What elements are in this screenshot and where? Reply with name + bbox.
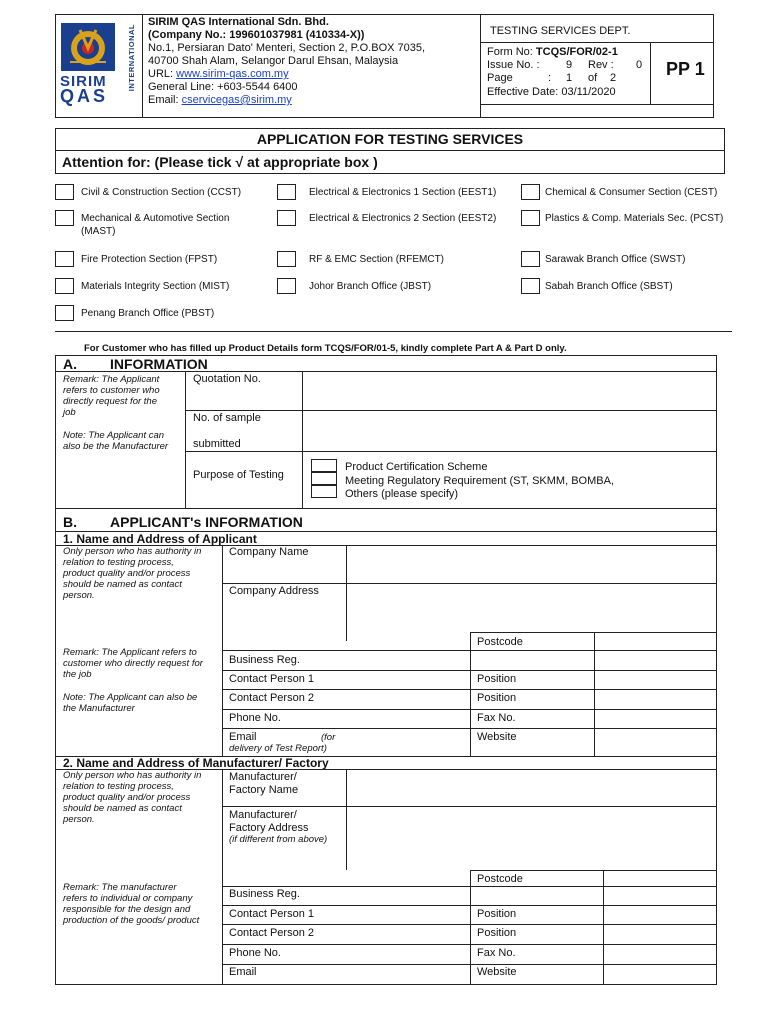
page-label: Page: [487, 72, 513, 84]
mfr-address-field[interactable]: [347, 807, 716, 869]
sirim-logo-emblem-icon: [60, 22, 116, 72]
phone-field[interactable]: [347, 710, 469, 727]
email-field[interactable]: [347, 729, 469, 755]
purpose-label: Purpose of Testing: [193, 469, 284, 481]
company-phone: General Line: +603-5544 6400: [148, 81, 298, 93]
mfr-name-field[interactable]: [347, 770, 716, 805]
email-label-field: Email: [229, 731, 257, 743]
part-b-sub1: 1. Name and Address of Applicant: [63, 532, 257, 546]
form-no-label: Form No:: [487, 46, 533, 58]
checkbox-pbst[interactable]: [55, 305, 74, 321]
page-no: 1: [566, 72, 573, 84]
mfr-contact2-label: Contact Person 2: [229, 927, 314, 939]
checkbox-eest2[interactable]: [277, 210, 296, 226]
position2-field[interactable]: [595, 690, 716, 708]
sirim-logo: [60, 22, 136, 106]
company-url-link[interactable]: www.sirim-qas.com.my: [176, 68, 289, 80]
mfr-name-label: Manufacturer/ Factory Name: [229, 771, 299, 796]
issue-no: 9: [566, 59, 573, 71]
mfr-phone-field[interactable]: [347, 945, 469, 963]
checkbox-fpst[interactable]: [55, 251, 74, 267]
website-field[interactable]: [595, 729, 716, 755]
postcode-label: Postcode: [477, 636, 523, 648]
sub2-col-line: [222, 769, 223, 985]
business-reg-label: Business Reg.: [229, 654, 300, 666]
purpose-option-others: Others (please specify): [345, 488, 459, 500]
purpose-option-product-cert: Product Certification Scheme: [345, 461, 488, 473]
header-divider: [480, 14, 481, 118]
part-a-remark: Remark: The Applicant refers to customer who directly request for the job: [63, 374, 160, 418]
option-swst: Sarawak Branch Office (SWST): [545, 254, 686, 265]
company-address-field[interactable]: [347, 584, 716, 631]
company-address-2: 40700 Shah Alam, Selangor Darul Ehsan, Malaysia: [148, 55, 399, 67]
option-pbst: Penang Branch Office (PBST): [81, 308, 215, 319]
page-of: of: [588, 72, 598, 84]
checkbox-mist[interactable]: [55, 278, 74, 294]
quotation-field[interactable]: [303, 372, 716, 409]
option-rfemct: RF & EMC Section (RFEMCT): [309, 254, 445, 265]
sub1-remark-applicant: Remark: The Applicant refers to customer who directly request for the job: [63, 647, 203, 680]
part-b-sub2: 2. Name and Address of Manufacturer/ Factory: [63, 756, 329, 770]
email-for-text: (for: [321, 732, 336, 743]
purpose-option-regulatory: Meeting Regulatory Requirement (ST, SKMM, BOMBA,: [345, 475, 614, 487]
title-divider: [55, 150, 725, 151]
mfr-address-note: (if different from above): [229, 834, 328, 845]
url-label: URL:: [148, 68, 174, 80]
mfr-postcode-field[interactable]: [604, 871, 716, 885]
option-mast: Mechanical & Automotive Section (MAST): [81, 213, 230, 237]
rev-no: 0: [636, 59, 643, 71]
company-email-link[interactable]: cservicegas@sirim.my: [181, 94, 292, 106]
checkbox-others[interactable]: [311, 485, 337, 498]
sub1-remark-note: Note: The Applicant can also be the Manufacturer: [63, 692, 198, 714]
logo-text-sirim: SIRIM: [60, 73, 107, 90]
company-name-field[interactable]: [347, 546, 716, 582]
header-divider: [650, 42, 651, 104]
mfr-position2-field[interactable]: [604, 925, 716, 943]
sample-field[interactable]: [303, 411, 716, 450]
sub2-remark-manufacturer: Remark: The manufacturer refers to individual or company responsible for the design and production of the goods/ product: [63, 882, 200, 926]
company-reg: (Company No.: 199601037981 (410334-X)): [148, 29, 365, 41]
part-a-title: INFORMATION: [110, 356, 208, 372]
mfr-email-label: Email: [229, 966, 257, 978]
part-b-title: APPLICANT's INFORMATION: [110, 514, 303, 530]
checkbox-regulatory[interactable]: [311, 472, 337, 485]
website-label: Website: [477, 731, 517, 743]
postcode-field[interactable]: [595, 633, 716, 649]
checkbox-ccst[interactable]: [55, 184, 74, 200]
mfr-position1-field[interactable]: [604, 906, 716, 923]
mfr-business-reg-field[interactable]: [347, 887, 716, 904]
logo-text-international: INTERNATIONAL: [127, 24, 136, 92]
mfr-contact1-field[interactable]: [347, 906, 469, 923]
part-a-row-line: [55, 508, 717, 509]
contact2-field[interactable]: [347, 690, 469, 708]
effective-date: Effective Date: 03/11/2020: [487, 86, 616, 98]
form-code: PP 1: [666, 59, 705, 79]
section-separator: [55, 331, 732, 332]
company-name: SIRIM QAS International Sdn. Bhd.: [148, 16, 329, 28]
company-address-label: Company Address: [229, 585, 319, 597]
fax-field[interactable]: [595, 710, 716, 727]
option-sbst: Sabah Branch Office (SBST): [545, 281, 673, 292]
option-pcst: Plastics & Comp. Materials Sec. (PCST): [545, 213, 724, 224]
mfr-fax-field[interactable]: [604, 945, 716, 963]
option-jbst: Johor Branch Office (JBST): [309, 281, 432, 292]
company-name-label: Company Name: [229, 546, 309, 558]
company-email-row: [148, 94, 292, 107]
mfr-fax-label: Fax No.: [477, 947, 516, 959]
position1-field[interactable]: [595, 671, 716, 688]
position1-label: Position: [477, 673, 517, 685]
part-a-note: For Customer who has filled up Product Details form TCQS/FOR/01-5, kindly complete Part A & Part D only.: [84, 343, 567, 354]
checkbox-swst[interactable]: [521, 251, 540, 267]
logo-text-qas: QAS: [60, 86, 109, 106]
header-divider: [480, 42, 714, 43]
quotation-label: Quotation No.: [193, 373, 261, 385]
part-a-note-text: Note: The Applicant can also be the Manufacturer: [63, 430, 169, 452]
part-a-row-line: [185, 451, 717, 452]
option-fpst: Fire Protection Section (FPST): [81, 254, 218, 265]
email-label: Email:: [148, 94, 179, 106]
checkbox-product-certification[interactable]: [311, 459, 337, 472]
checkbox-mast[interactable]: [55, 210, 74, 226]
option-ccst: Civil & Construction Section (CCST): [81, 187, 242, 198]
option-cest: Chemical & Consumer Section (CEST): [545, 187, 718, 198]
contact1-field[interactable]: [347, 671, 469, 688]
header-divider: [142, 14, 143, 118]
option-eest1: Electrical & Electronics 1 Section (EEST1): [309, 187, 497, 198]
mfr-phone-label: Phone No.: [229, 947, 281, 959]
mfr-position2-label: Position: [477, 927, 517, 939]
mfr-website-label: Website: [477, 966, 517, 978]
option-mist: Materials Integrity Section (MIST): [81, 281, 230, 292]
checkbox-jbst[interactable]: [277, 278, 296, 294]
checkbox-eest1[interactable]: [277, 184, 296, 200]
option-eest2: Electrical & Electronics 2 Section (EEST2): [309, 213, 497, 224]
contact2-label: Contact Person 2: [229, 692, 314, 704]
sample-label: No. of sample submitted: [193, 412, 261, 450]
dept-name: TESTING SERVICES DEPT.: [490, 25, 631, 37]
checkbox-rfemct[interactable]: [277, 251, 296, 267]
part-b-letter: B.: [63, 514, 77, 530]
business-reg-field[interactable]: [347, 651, 716, 669]
attention-text: Attention for: (Please tick √ at appropriate box ): [62, 154, 378, 170]
fax-label: Fax No.: [477, 712, 516, 724]
issue-label: Issue No. :: [487, 59, 540, 71]
sub2-remark-authority: Only person who has authority in relation to testing process, product quality and/or process should be named as contact person.: [63, 770, 202, 825]
form-no-row: [487, 46, 618, 59]
checkbox-sbst[interactable]: [521, 278, 540, 294]
part-a-letter: A.: [63, 356, 77, 372]
mfr-contact2-field[interactable]: [347, 925, 469, 943]
mfr-address-label: Manufacturer/ Factory Address: [229, 809, 309, 834]
mfr-website-field[interactable]: [604, 965, 716, 984]
mfr-business-reg-label: Business Reg.: [229, 888, 300, 900]
part-a-col-line: [185, 371, 186, 508]
page-total: 2: [610, 72, 617, 84]
sub1-remark-authority: Only person who has authority in relation to testing process, product quality and/or process should be named as contact person.: [63, 546, 202, 601]
form-no-value: TCQS/FOR/02-1: [535, 46, 618, 58]
rev-label: Rev :: [588, 59, 614, 71]
mfr-email-field[interactable]: [347, 965, 469, 984]
contact1-label: Contact Person 1: [229, 673, 314, 685]
checkbox-pcst[interactable]: [521, 210, 540, 226]
position2-label: Position: [477, 692, 517, 704]
mfr-position1-label: Position: [477, 908, 517, 920]
mfr-postcode-label: Postcode: [477, 873, 523, 885]
email-delivery-note: delivery of Test Report): [229, 743, 327, 754]
phone-label: Phone No.: [229, 712, 281, 724]
company-address-1: No.1, Persiaran Dato' Menteri, Section 2, P.O.BOX 7035,: [148, 42, 426, 54]
header-divider: [480, 104, 714, 105]
mfr-contact1-label: Contact Person 1: [229, 908, 314, 920]
checkbox-cest[interactable]: [521, 184, 540, 200]
company-url-row: [148, 68, 289, 81]
form-title: APPLICATION FOR TESTING SERVICES: [256, 131, 524, 147]
page-sep: :: [548, 72, 552, 84]
